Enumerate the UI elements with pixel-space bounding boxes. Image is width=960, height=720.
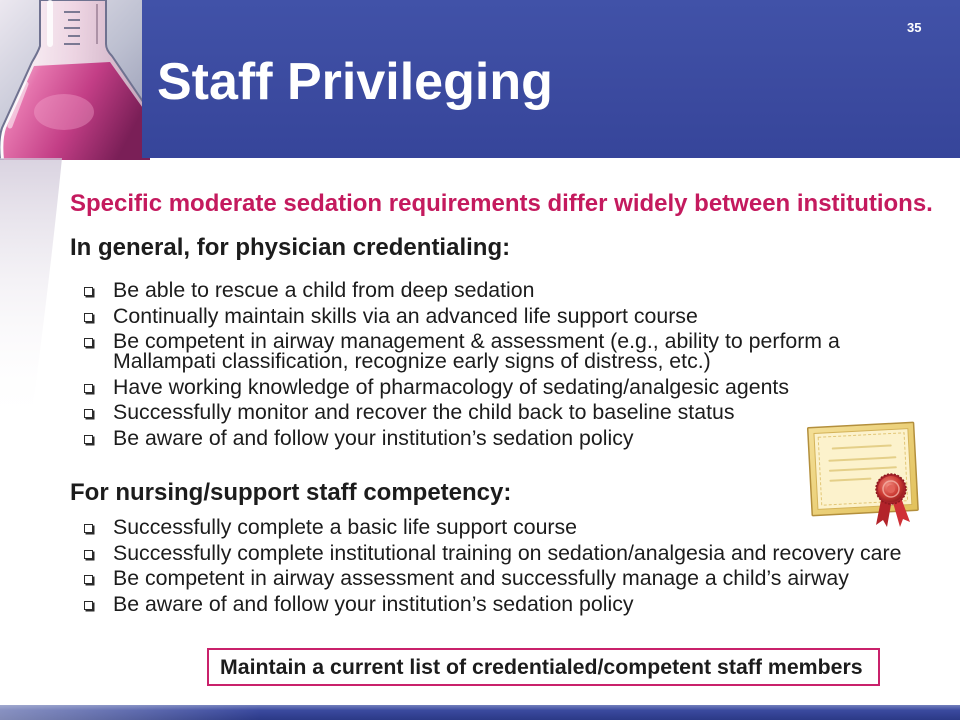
list-item-text: Be aware of and follow your institution’s sedation policy <box>113 591 634 616</box>
list-item <box>113 280 923 300</box>
list-item <box>113 402 923 422</box>
checkbox-square-icon <box>84 384 93 393</box>
list-item <box>113 517 923 537</box>
flask-icon <box>0 0 150 160</box>
bullet-list-physician <box>113 280 923 453</box>
list-item-text: Successfully complete institutional training on sedation/analgesia and recovery care <box>113 540 902 565</box>
list-item-text: Continually maintain skills via an advanced life support course <box>113 303 698 328</box>
checkbox-square-icon <box>84 524 93 533</box>
list-item-text: Have working knowledge of pharmacology of sedating/analgesic agents <box>113 374 789 399</box>
list-item <box>113 374 923 399</box>
list-item-text: Be able to rescue a child from deep sedation <box>113 278 535 302</box>
checkbox-square-icon <box>84 435 93 444</box>
intro-text: Specific moderate sedation requirements differ widely between institutions. <box>70 190 933 217</box>
checkbox-square-icon <box>84 313 93 322</box>
checkbox-square-icon <box>84 338 93 347</box>
list-item <box>113 591 923 616</box>
list-item <box>113 568 923 588</box>
list-item-text: Be competent in airway management & assessment (e.g., ability to perform a Mallampati classification, recognize early signs of distress, etc.) <box>113 329 840 373</box>
list-item <box>113 540 923 565</box>
flask-reflection <box>0 158 70 428</box>
list-item <box>113 303 923 328</box>
list-item-text: Successfully monitor and recover the child back to baseline status <box>113 400 735 424</box>
section-heading-physician: In general, for physician credentialing: <box>70 234 511 261</box>
checkbox-square-icon <box>84 409 93 418</box>
bullet-list-nursing <box>113 517 923 619</box>
section-heading-nursing: For nursing/support staff competency: <box>70 479 512 506</box>
checkbox-square-icon <box>84 601 93 610</box>
checkbox-square-icon <box>84 550 93 559</box>
list-item-text: Be competent in airway assessment and successfully manage a child’s airway <box>113 566 849 590</box>
callout-box: Maintain a current list of credentialed/competent staff members <box>207 648 880 686</box>
slide-title: Staff Privileging <box>157 53 553 111</box>
list-item <box>113 331 923 371</box>
bottom-band <box>0 705 960 720</box>
certificate-icon <box>806 419 920 529</box>
checkbox-square-icon <box>84 287 93 296</box>
list-item-text: Successfully complete a basic life support course <box>113 515 578 539</box>
page-number: 35 <box>907 20 922 35</box>
list-item <box>113 425 923 450</box>
list-item-text: Be aware of and follow your institution’s sedation policy <box>113 425 634 450</box>
checkbox-square-icon <box>84 575 93 584</box>
